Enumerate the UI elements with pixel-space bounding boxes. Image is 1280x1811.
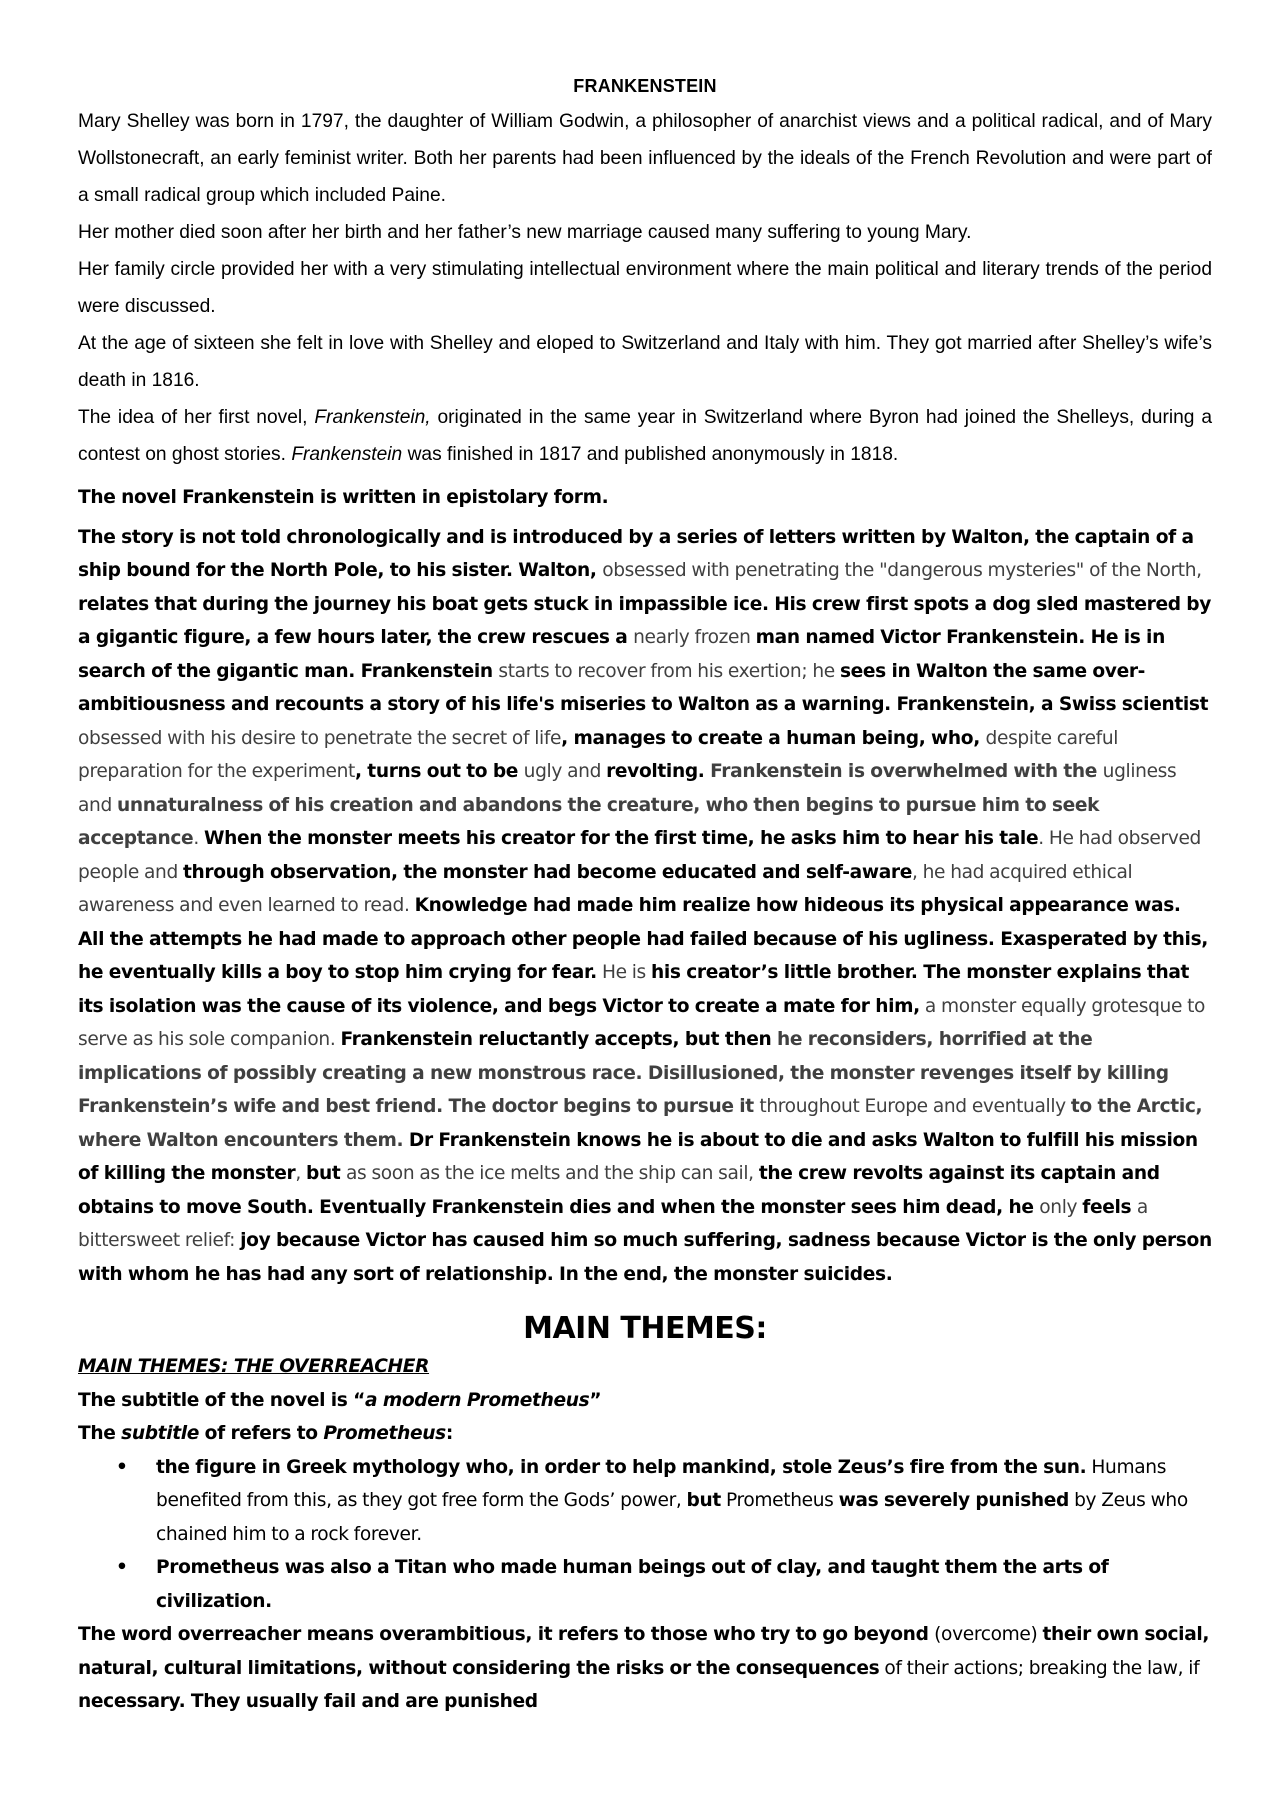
summary-text: . He had observed people and xyxy=(78,828,1202,883)
bio-paragraph-novel xyxy=(78,399,1212,473)
summary-text: through observation, the monster had become educated and self-aware xyxy=(182,861,912,883)
plot-summary-section xyxy=(78,481,1212,1291)
summary-text: but xyxy=(305,1163,346,1184)
summary-text: starts to recover from his exertion; he xyxy=(498,660,840,682)
summary-text: Frankenstein reluctantly accepts, but then xyxy=(340,1029,778,1050)
list-item xyxy=(78,1551,1212,1618)
bullet-icon: • xyxy=(116,1557,128,1578)
document-page xyxy=(78,76,1212,1719)
summary-text: , turns out to be xyxy=(354,761,524,782)
novel-title-italic: Frankenstein xyxy=(291,444,403,465)
summary-text: He is xyxy=(596,962,651,983)
summary-text: ugliness and xyxy=(78,761,1177,816)
main-themes-heading: MAIN THEMES: xyxy=(523,1311,767,1346)
list-item xyxy=(78,1451,1212,1552)
subtitle-italic: subtitle xyxy=(121,1423,200,1444)
subtitle-refers-line xyxy=(78,1417,1212,1451)
summary-text: despite careful preparation for the experiment xyxy=(78,727,1119,782)
list-text: Prometheus xyxy=(720,1490,839,1511)
bio-paragraph-mother: Her mother died soon after her birth and her father’s new marriage caused many suffering to young Mary. xyxy=(78,222,972,243)
summary-text: . In the end, the monster suicides. xyxy=(546,1263,893,1285)
summary-text: his creator’s little brother. The monster explains that its isolation was the cause of its violence, and begs Victor to create a mate for him, xyxy=(78,962,1190,1017)
summary-text: . xyxy=(193,828,204,849)
definition-text: their own social, natural, cultural limitations, without considering the risks or the consequences xyxy=(78,1624,1210,1679)
summary-text: ugly xyxy=(523,761,568,782)
definition-text: (overcome) xyxy=(934,1624,1043,1645)
subtitle-italic: Prometheus xyxy=(323,1423,446,1444)
subtitle-text: of refers to xyxy=(199,1423,324,1444)
epistolary-statement: The novel Frankenstein is written in epistolary form. xyxy=(78,487,609,508)
summary-text: , manages to create a human being, who, xyxy=(561,727,986,749)
summary-text: to the Arctic, where Walton encounters them. xyxy=(78,1096,1203,1151)
summary-text: feels xyxy=(1082,1196,1137,1218)
summary-text: as soon as the ice melts and the ship can sail, xyxy=(346,1163,759,1184)
summary-text: joy because Victor has caused him so much suffering, sadness because Victor is the only person with whom he has had any sort of relationship xyxy=(78,1230,1212,1285)
definition-text: necessary. They usually fail and are punished xyxy=(78,1691,538,1712)
summary-text: sees in Walton the same over-ambitiousness and recounts a story of his life's miseries to Walton as a warning. Frankenstein, a Swiss scientist xyxy=(78,660,1209,715)
list-text: but xyxy=(686,1490,721,1511)
bio-novel-text: originated in the same year in Switzerland where Byron had joined the Shelleys, during a contest on ghost stories. xyxy=(78,407,1212,465)
subtitle-text: The subtitle of the novel is “ xyxy=(78,1389,365,1411)
summary-text: Knowledge had made him realize how hideous its physical appearance was. All the attempts he had made to approach other people had failed because of his ugliness. Exasperated by this, he eventually kills a boy to stop him crying for fear. xyxy=(78,895,1208,983)
overreacher-subheading: MAIN THEMES: THE OVERREACHER xyxy=(78,1356,430,1377)
summary-text: unnaturalness of his creation and abandons the creature, who then begins to pursue him to seek acceptance xyxy=(78,794,1100,849)
summary-text: a monster equally grotesque to serve as his sole companion. xyxy=(78,995,1206,1050)
subtitle-line xyxy=(78,1384,1212,1418)
list-text: the figure in Greek mythology who, in order to help mankind, stole Zeus’s fire from the sun. xyxy=(156,1456,1087,1478)
prometheus-list xyxy=(78,1451,1212,1619)
themes-section xyxy=(78,1350,1212,1719)
bullet-icon: • xyxy=(116,1456,128,1478)
list-text: was severely punished xyxy=(838,1490,1070,1511)
summary-text: a bittersweet relief: xyxy=(78,1196,1148,1251)
biography-section xyxy=(78,103,1212,473)
summary-text: obsessed with his desire to penetrate the secret of life xyxy=(78,727,562,749)
definition-text: of their actions; breaking the law, if xyxy=(879,1657,1200,1679)
subtitle-text: ” xyxy=(589,1389,602,1411)
summary-text: only xyxy=(1039,1196,1083,1218)
novel-title-italic: Frankenstein, xyxy=(314,407,431,428)
list-text: Prometheus was also a Titan who made human beings out of clay, and taught them the arts of civilization. xyxy=(156,1557,1109,1612)
bio-novel-text: was finished in 1817 and published anonymously in 1818. xyxy=(402,444,899,465)
subtitle-text: The xyxy=(78,1423,122,1444)
summary-text: and xyxy=(567,761,607,782)
bio-novel-text: The idea of her first novel, xyxy=(78,407,315,428)
summary-text: When the monster meets his creator for the first time, he asks him to hear his tale xyxy=(203,828,1039,849)
summary-text: relates that during the journey his boat gets stuck in impassible ice. His crew first spots a dog sled mastered by a gigantic figure, a few hours later, the crew rescues a xyxy=(78,593,1212,648)
bio-paragraph-shelley: At the age of sixteen she felt in love with Shelley and eloped to Switzerland and Italy with him. They got married after Shelley’s wife’s death in 1816. xyxy=(78,333,1212,391)
document-title: FRANKENSTEIN xyxy=(573,76,717,96)
plot-summary-paragraph xyxy=(78,521,1212,1292)
summary-text: revolting. xyxy=(606,761,711,782)
summary-text: , xyxy=(295,1163,306,1184)
summary-text: Frankenstein is overwhelmed with the xyxy=(710,761,1103,782)
summary-text: he reconsiders, horrified at the implications of possibly creating a new monstrous race. Disillusioned, the monster revenges itself by killing Frankenstein’s wife and best friend. The doctor begins to pursue it xyxy=(78,1029,1169,1117)
summary-text: Dr Frankenstein knows he is about to die and asks Walton to fulfill his mission of killing the monster xyxy=(78,1129,1198,1184)
overreacher-definition xyxy=(78,1618,1212,1719)
list-text: by Zeus who chained him to a rock forever. xyxy=(156,1490,1188,1545)
subtitle-italic: a modern Prometheus xyxy=(365,1389,590,1411)
summary-text: nearly frozen xyxy=(633,627,756,648)
summary-text: throughout Europe and eventually xyxy=(759,1096,1071,1117)
summary-text: the crew revolts against its captain and obtains to move South. Eventually Frankenstein dies and when the monster sees him dead, he xyxy=(78,1163,1160,1218)
subtitle-text: : xyxy=(445,1423,453,1444)
summary-text: , he had acquired ethical awareness and even learned to read. xyxy=(78,861,1133,916)
list-text: Humans benefited from this, as they got free form the Gods’ power, xyxy=(156,1456,1167,1511)
summary-text: obsessed with penetrating the "dangerous mysteries" of the North, xyxy=(602,560,1202,581)
bio-paragraph-family: Her family circle provided her with a very stimulating intellectual environment where the main political and literary trends of the period were discussed. xyxy=(78,259,1212,317)
summary-text: man named Victor Frankenstein. He is in search of the gigantic man. Frankenstein xyxy=(78,627,1165,682)
definition-text: The word overreacher means overambitious, it refers to those who try to go beyond xyxy=(78,1624,935,1645)
summary-text: The story is not told chronologically and is introduced by a series of letters written by Walton, the captain of a ship bound for the North Pole, to his sister. Walton, xyxy=(78,526,1194,581)
bio-paragraph-birth: Mary Shelley was born in 1797, the daughter of William Godwin, a philosopher of anarchist views and a political radical, and of Mary Wollstonecraft, an early feminist writer. Both her parents had been influenced by the ideals of the French Revolution and were part of a small radical group which included Paine. xyxy=(78,111,1212,206)
